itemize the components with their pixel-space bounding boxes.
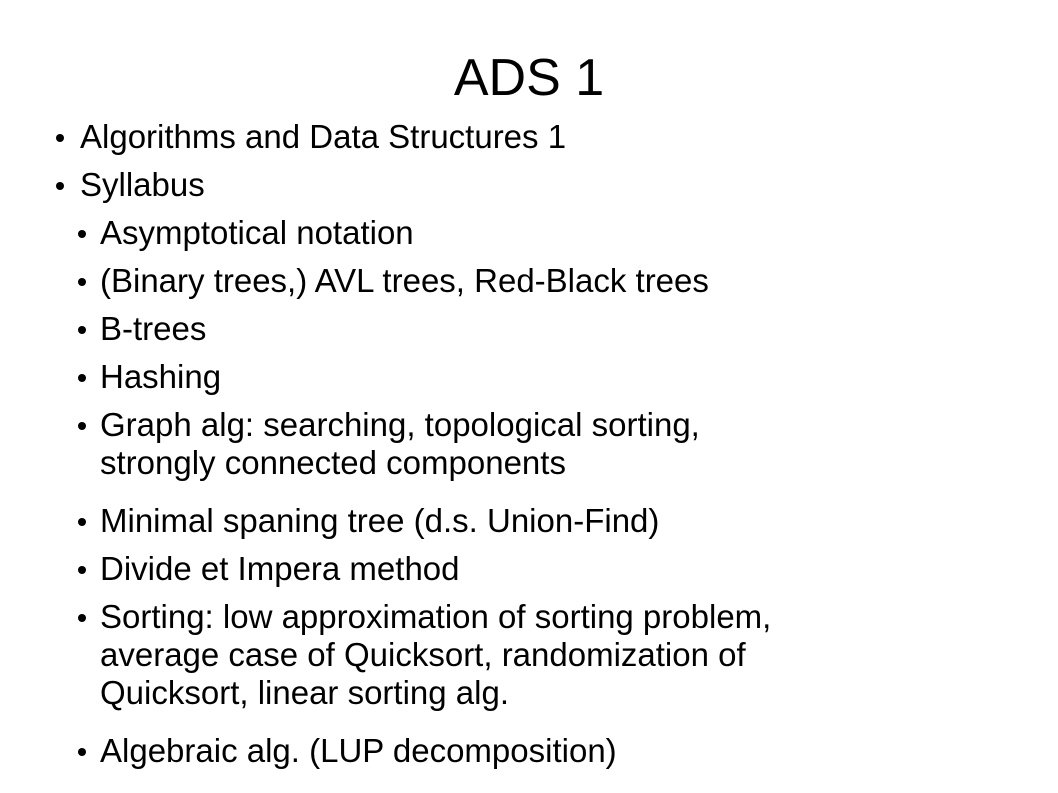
bullet-text: Syllabus bbox=[80, 166, 205, 203]
bullet-dot-icon bbox=[78, 518, 86, 526]
bullet-dot-icon bbox=[78, 326, 86, 334]
bullet-text: average case of Quicksort, randomization of bbox=[100, 636, 746, 673]
bullet-text: Hashing bbox=[100, 358, 222, 395]
bullet-dot-icon bbox=[78, 230, 86, 238]
bullet-text: Asymptotical notation bbox=[100, 214, 414, 251]
bullet-text: strongly connected components bbox=[100, 444, 566, 481]
bullet-dot-icon bbox=[78, 566, 86, 574]
bullet-text: Algebraic alg. (LUP decomposition) bbox=[100, 732, 617, 769]
bullet-item-syllabus bbox=[80, 166, 205, 204]
bullet-text: Divide et Impera method bbox=[100, 550, 460, 587]
slide-title: ADS 1 bbox=[453, 49, 605, 107]
bullet-dot-icon bbox=[56, 134, 64, 142]
bullet-item-spanning-tree bbox=[100, 502, 659, 540]
bullet-item-sorting bbox=[100, 598, 771, 712]
bullet-text: Algorithms and Data Structures 1 bbox=[80, 118, 567, 155]
bullet-item-divide-et-impera bbox=[100, 550, 460, 588]
bullet-text: B-trees bbox=[100, 310, 207, 347]
bullet-dot-icon bbox=[78, 614, 86, 622]
bullet-dot-icon bbox=[78, 422, 86, 430]
bullet-dot-icon bbox=[78, 748, 86, 756]
bullet-text: Graph alg: searching, topological sorting, bbox=[100, 406, 700, 443]
bullet-text: (Binary trees,) AVL trees, Red-Black trees bbox=[100, 262, 709, 299]
bullet-item-asymptotical bbox=[100, 214, 414, 252]
bullet-item-btrees bbox=[100, 310, 206, 348]
bullet-text: Minimal spaning tree (d.s. Union-Find) bbox=[100, 502, 660, 539]
bullet-item-graph-alg bbox=[100, 406, 700, 482]
bullet-item-hashing bbox=[100, 358, 221, 396]
bullet-dot-icon bbox=[78, 374, 86, 382]
bullet-item-algebraic bbox=[100, 732, 617, 770]
bullet-item-algorithms bbox=[80, 118, 566, 156]
bullet-dot-icon bbox=[56, 182, 64, 190]
bullet-text: Quicksort, linear sorting alg. bbox=[100, 674, 510, 711]
bullet-item-trees bbox=[100, 262, 709, 300]
bullet-text: Sorting: low approximation of sorting problem, bbox=[100, 598, 772, 635]
bullet-dot-icon bbox=[78, 278, 86, 286]
